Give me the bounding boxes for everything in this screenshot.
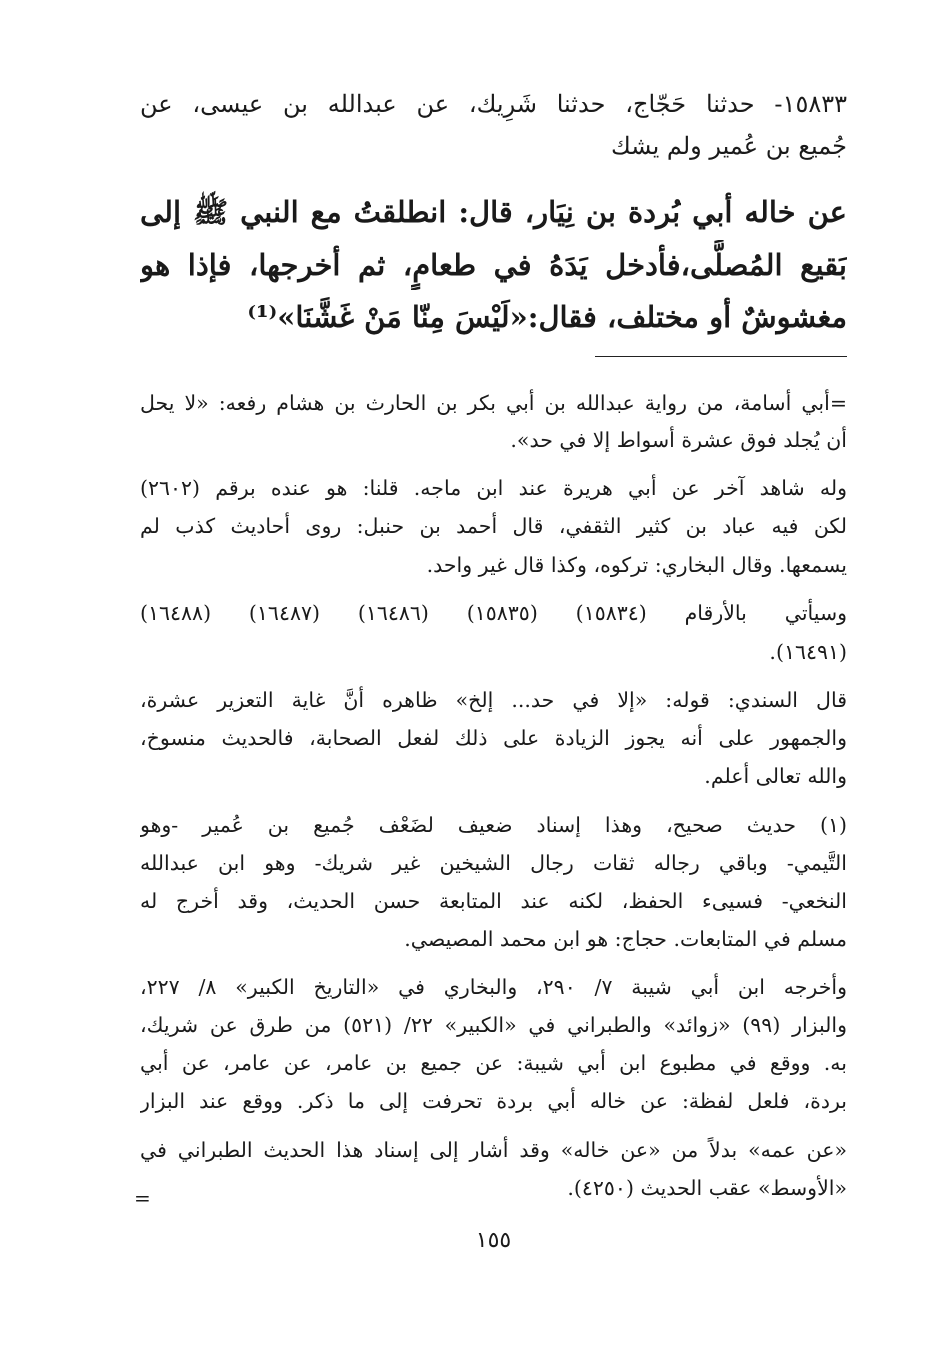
hadith-isnad-line: ١٥٨٣٣- حدثنا حَجّاج، حدثنا شَرِيك، عن عبدالله بن عيسى، عن: [140, 90, 847, 118]
footnote-line: والبزار (٩٩) «زوائد» والطبراني في «الكبير» ٢٢/ (٥٢١) من طرق عن شريك،: [140, 1013, 847, 1037]
footnote-line: (١) حديث صحيح، وهذا إسناد ضعيف لضَعْف جُميع بن عُمير -وهو: [140, 813, 847, 837]
footnote-line: وسيأتي بالأرقام (١٥٨٣٤) (١٥٨٣٥) (١٦٤٨٦) (١٦٤٨٧) (١٦٤٨٨): [140, 601, 847, 625]
footnote-line: أن يُجلد فوق عشرة أسواط إلا في حد».: [510, 428, 847, 452]
footnote-line: قال السندي: قوله: «إلا في حد... إلخ» ظاهره أنَّ غاية التعزير عشرة،: [140, 688, 847, 712]
footnote-line: (١٦٤٩١).: [769, 640, 847, 664]
footnote-line: به. ووقع في مطبوع ابن أبي شيبة: عن جميع بن عامر، عن عامر، عن أبي: [140, 1051, 847, 1075]
footnote-line: مسلم في المتابعات. حجاج: هو ابن محمد المصيصي.: [404, 927, 847, 951]
footnote-line: وله شاهد آخر عن أبي هريرة عند ابن ماجه. قلنا: هو عنده برقم (٢٦٠٢): [140, 476, 847, 500]
footnote-line: وأخرجه ابن أبي شيبة ٧/ ٢٩٠، والبخاري في «التاريخ الكبير» ٨/ ٢٢٧،: [140, 975, 847, 999]
page-number: ١٥٥: [475, 1228, 512, 1253]
footnote-line: يسمعها. وقال البخاري: تركوه، وكذا قال غير واحد.: [426, 553, 847, 577]
hadith-matn-line: بَقيع المُصلَّى،فأدخل يَدَهُ في طعامٍ، ثم أخرجها، فإذا هو: [140, 248, 847, 282]
footnote-line: النخعي- فسيىء الحفظ، لكنه عند المتابعة حسن الحديث، وقد أخرج له: [140, 889, 847, 913]
hadith-isnad-line: جُميع بن عُمير ولم يشك: [610, 132, 847, 160]
footnote-line: بردة، فلعل لفظة: عن خاله أبي بردة تحرفت إلى ما ذكر. ووقع عند البزار: [140, 1089, 847, 1113]
footnote-line: والله تعالى أعلم.: [704, 764, 847, 788]
footnote-line: لكن فيه عباد بن كثير الثقفي، قال أحمد بن حنبل: روى أحاديث كذب لم: [140, 514, 847, 538]
footnote-line: «عن عمه» بدلاً من «عن خاله» وقد أشار إلى إسناد هذا الحديث الطبراني في: [140, 1138, 847, 1162]
hadith-matn-line: عن خاله أبي بُردة بن نِيَار، قال: انطلقتُ مع النبي ﷺ إلى: [140, 195, 847, 229]
footnote-line: التَّيمي- وباقي رجاله ثقات رجال الشيخين غير شريك- وهو ابن عبدالله: [140, 851, 847, 875]
footnote-line: والجمهور على أنه يجوز الزيادة على ذلك لفعل الصحابة، فالحديث منسوخ،: [140, 726, 847, 750]
hadith-matn-line: مغشوشٌ أو مختلف، فقال:«لَيْسَ مِنّا مَنْ غَشَّنَا»⁽¹⁾: [247, 300, 847, 334]
footnote-line: «الأوسط» عقب الحديث (٤٢٥٠).: [567, 1176, 847, 1200]
footnote-line: =أبي أسامة، من رواية عبدالله بن أبي بكر بن الحارث بن هشام رفعه: «لا يحل: [140, 391, 847, 415]
book-page: [134, 0, 847, 1354]
continuation-mark: =: [134, 1186, 151, 1210]
footnote-separator: [595, 356, 847, 357]
